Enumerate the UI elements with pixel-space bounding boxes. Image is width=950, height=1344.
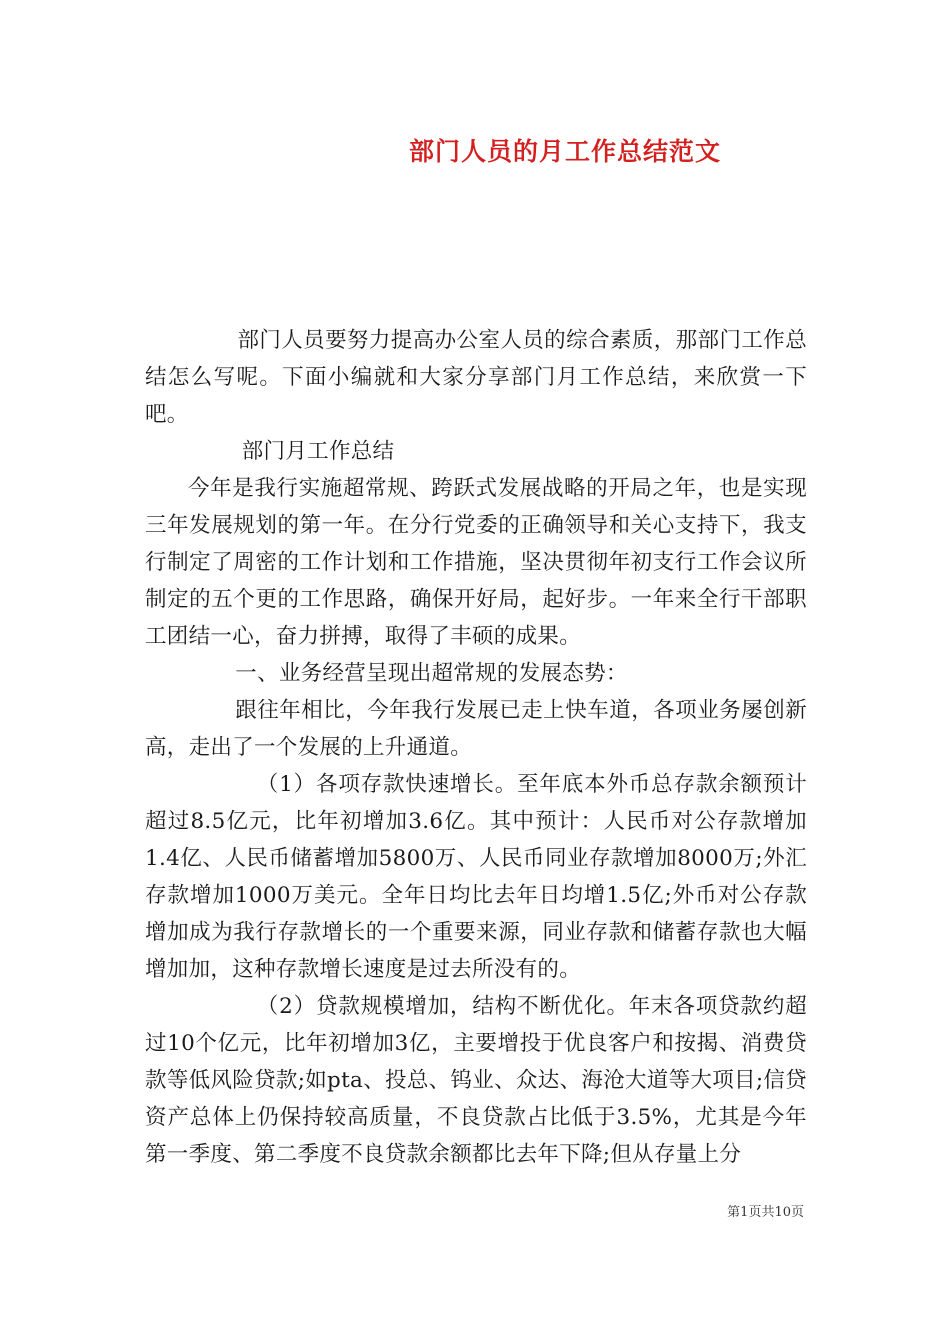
list-item-loans: （2）贷款规模增加，结构不断优化。年末各项贷款约超过10个亿元，比年初增加3亿，主要增投于优良客户和按揭、消费贷款等低风险贷款;如pta、投总、钨业、众达、海沧大道等大项目;信贷资产总体上仍保持较高质量，不良贷款占比低于3.5%，尤其是今年第一季度、第二季度不良贷款余额都比去年下降;但从存量上分 <box>145 994 807 1167</box>
page-number: 第1页共10页 <box>727 1205 804 1220</box>
subsection-heading: 一、业务经营呈现出超常规的发展态势： <box>235 661 628 686</box>
section-heading: 部门月工作总结 <box>241 439 395 464</box>
body-paragraph: 跟往年相比，今年我行发展已走上快车道，各项业务屡创新高，走出了一个发展的上升通道。 <box>145 698 807 760</box>
intro-paragraph: 部门人员要努力提高办公室人员的综合素质，那部门工作总结怎么写呢。下面小编就和大家分享部门月工作总结，来欣赏一下吧。 <box>145 328 807 427</box>
list-item-deposits: （1）各项存款快速增长。至年底本外币总存款余额预计超过8.5亿元，比年初增加3.6亿。其中预计：人民币对公存款增加1.4亿、人民币储蓄增加5800万、人民币同业存款增加8000万;外汇存款增加1000万美元。全年日均比去年日均增1.5亿;外币对公存款增加成为我行存款增长的一个重要来源，同业存款和储蓄存款也大幅增加加，这种存款增长速度是过去所没有的。 <box>145 772 807 982</box>
document-body <box>145 322 807 1173</box>
document-title: 部门人员的月工作总结范文 <box>408 137 721 166</box>
body-paragraph: 今年是我行实施超常规、跨跃式发展战略的开局之年，也是实现三年发展规划的第一年。在分行党委的正确领导和关心支持下，我支行制定了周密的工作计划和工作措施，坚决贯彻年初支行工作会议所制定的五个更的工作思路，确保开好局，起好步。一年来全行干部职工团结一心，奋力拼搏，取得了丰硕的成果。 <box>145 476 807 649</box>
